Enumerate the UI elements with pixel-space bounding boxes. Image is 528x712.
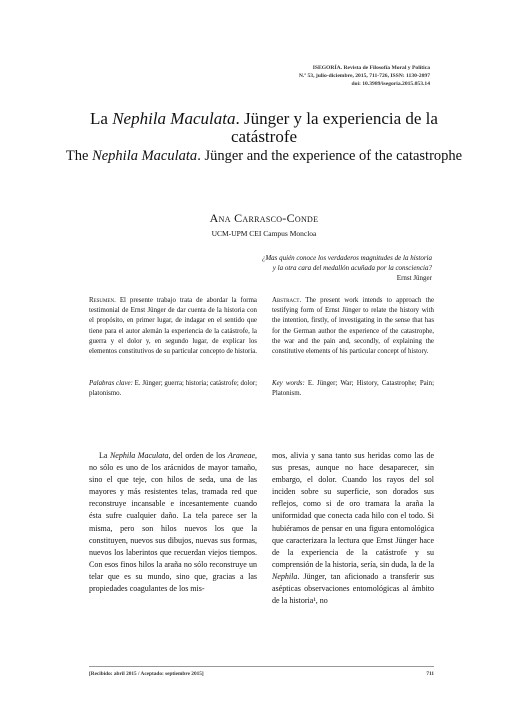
body-left-text-2: , del orden de los (168, 451, 228, 460)
abstract-en-text: The present work intends to approach the testifying form of Ernst Jünger to relate the history with the intention, firstly, of investigating in the sense that has for the German author the experience of the catastrophe, the war and the pain and, secondly, of explaining the constitutive elements of his particular concept of history. (272, 297, 434, 356)
keywords-en-text: E. Jünger; War; History, Catastrophe; Pain; Platonism. (272, 380, 434, 398)
epigraph-author: Ernst Jünger (396, 274, 432, 282)
title-en-post: . Jünger and the experience of the catastrophe (197, 148, 463, 164)
epigraph-line-1: ¿Mas quién conoce los verdaderos magnitudes de la historia (261, 254, 432, 262)
keywords-english (272, 379, 434, 399)
body-left-italic-1: Nephila Maculata (109, 451, 169, 460)
abstract-spanish (89, 296, 257, 357)
title-es-post: . Jünger y la experiencia de la catástrofe (230, 109, 438, 146)
journal-doi: doi: 10.3989/isegoria.2015.053.14 (351, 81, 430, 87)
body-right-text-2: . Jünger, tan aficionado a transferir sus asépticas observaciones entomológicas al ámbito de la historia¹, no (272, 571, 434, 606)
abstract-english (272, 296, 434, 357)
article-title-english (60, 148, 468, 165)
title-es-pre: La (90, 109, 113, 128)
body-right-italic-1: Nephila (272, 571, 298, 581)
page-number: 711 (426, 671, 434, 677)
article-title-spanish (60, 110, 468, 146)
page-footer (89, 666, 434, 677)
journal-header (299, 64, 430, 88)
abstract-es-text: El presente trabajo trata de abordar la forma testimonial de Ernst Jünger de dar cuenta de la historia con el propósito, en primer lugar, de indagar en el sentido que tiene para el autor alemán la experiencia de la catástrofe, la guerra y el dolor y, en segundo lugar, de explicar los elementos constitutivos de su particular concepto de historia. (89, 297, 258, 356)
keywords-es-label: Palabras clave: (89, 380, 133, 387)
keywords-en-label: Key words: (272, 380, 305, 387)
body-left-text-3: , no sólo es uno de los arácnidos de mayor tamaño, sino el que teje, con hilos de seda, una de las mayores y más resistentes telas, tramada red que reconstruye incansable e incesantemente cuando ésta sufre cualquier daño. La tela parece ser la misma, pero son hilos nuevos los que la constituyen, nuevos sus dibujos, nuevas sus formas, nuevos los laberintos que recuerdan viejos tiempos. Con esos finos hilos la araña no sólo reconstruye un telar que es su mundo, sino que, gracias a las propiedades coagulantes de los mis- (89, 451, 258, 594)
keywords-es-text: E. Jünger; guerra; historia; catástrofe; dolor; platonismo. (89, 380, 257, 398)
title-en-pre: The (65, 148, 93, 164)
epigraph-line-2: y la otra cara del medallón acuñada por la consciencia? (272, 264, 432, 272)
abstract-es-label: Resumen. (89, 297, 116, 304)
journal-issue: N.º 53, julio-diciembre, 2015, 711-726, ISSN: 1130-2097 (298, 73, 430, 79)
author-affiliation: UCM-UPM CEI Campus Moncloa (211, 229, 317, 238)
body-left-italic-2: Araneae (227, 451, 256, 460)
body-column-left (89, 450, 257, 595)
journal-name: ISEGORÍA. Revista de Filosofía Moral y Política (312, 65, 430, 71)
author-name: Ana Carrasco-Conde (209, 211, 319, 225)
body-left-text-1: La (99, 451, 110, 460)
body-column-right (272, 450, 434, 607)
submission-dates: [Recibido: abril 2015 / Aceptado: septiembre 2015] (89, 671, 204, 677)
keywords-spanish (89, 379, 257, 399)
epigraph (262, 253, 432, 283)
title-en-italic: Nephila Maculata (92, 148, 198, 164)
body-right-text-1: mos, alivia y sana tanto sus heridas como las de sus presas, aunque no hace desaparecer, sin embargo, el dolor. Cuando los rayos del sol inciden sobre su superficie, son dorados sus reflejos, como si de oro tramara la araña la uniformidad que conecta cada hilo con el todo. Si hubiéramos de pensar en una figura entomológica que caracterizara la lectura que Ernst Jünger hace de la experiencia de la catástrofe y su comprensión de la historia, sería, sin duda, la de la (272, 451, 434, 569)
title-es-italic: Nephila Maculata (112, 109, 236, 128)
abstract-en-label: Abstract. (272, 297, 302, 304)
